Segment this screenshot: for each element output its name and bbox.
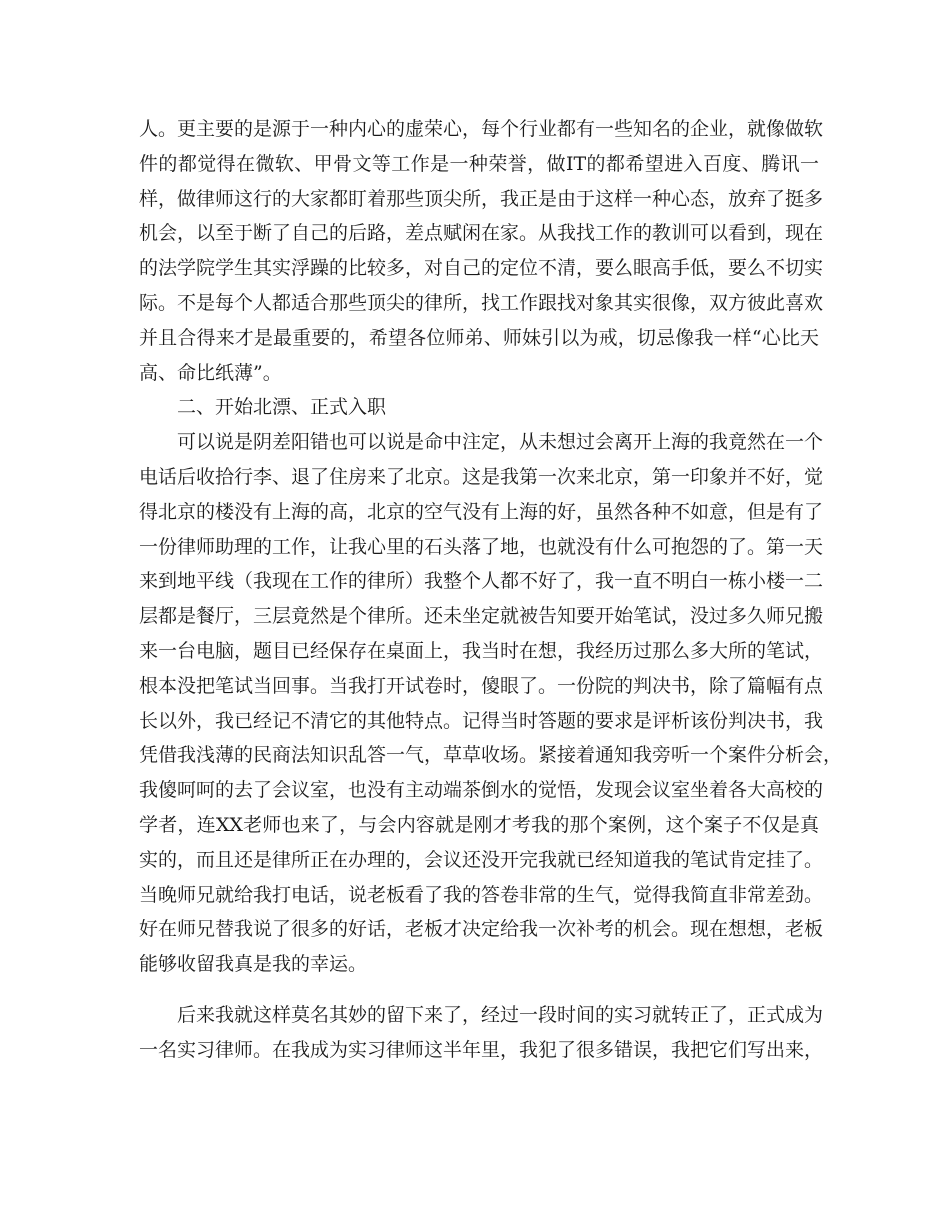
text-line: 学者，连XX老师也来了，与会内容就是刚才考我的那个案例，这个案子不仅是真 xyxy=(139,813,819,836)
text-line: 来到地平线（我现在工作的律所）我整个人都不好了，我一直不明白一栋小楼一二 xyxy=(139,570,824,593)
text-line: 后来我就这样莫名其妙的留下来了，经过一段时间的实习就转正了，正式成为 xyxy=(177,1003,824,1026)
text-line: 一份律师助理的工作，让我心里的石头落了地，也就没有什么可抱怨的了。第一天 xyxy=(139,535,824,558)
text-line: 当晚师兄就给我打电话，说老板看了我的答卷非常的生气，觉得我简直非常差劲。 xyxy=(139,883,824,906)
paragraph-3 xyxy=(139,998,824,1068)
document-body xyxy=(139,112,843,1068)
text-line: 件的都觉得在微软、甲骨文等工作是一种荣誉，做IT的都希望进入百度、腾讯一 xyxy=(139,152,819,175)
text-line: 可以说是阴差阳错也可以说是命中注定，从未想过会离开上海的我竟然在一个 xyxy=(177,431,824,454)
text-line: 样，做律师这行的大家都盯着那些顶尖所，我正是由于这样一种心态，放弃了挺多 xyxy=(139,187,824,210)
text-line: 实的，而且还是律所正在办理的，会议还没开完我就已经知道我的笔试肯定挂了。 xyxy=(139,848,824,871)
text-line: 机会，以至于断了自己的后路，差点赋闲在家。从我找工作的教训可以看到，现在 xyxy=(139,222,824,245)
text-line: 得北京的楼没有上海的高，北京的空气没有上海的好，虽然各种不如意，但是有了 xyxy=(139,500,824,523)
text-line: 高、命比纸薄”。 xyxy=(139,361,282,384)
text-line: 一名实习律师。在我成为实习律师这半年里，我犯了很多错误，我把它们写出来， xyxy=(139,1038,824,1061)
paragraph-1 xyxy=(139,112,824,390)
text-line: 电话后收拾行李、退了住房来了北京。这是我第一次来北京，第一印象并不好，觉 xyxy=(139,465,824,488)
paragraph-2 xyxy=(139,425,843,982)
text-line: 能够收留我真是我的幸运。 xyxy=(139,953,368,976)
text-line: 好在师兄替我说了很多的好话，老板才决定给我一次补考的机会。现在想想，老板 xyxy=(139,918,824,941)
text-line: 来一台电脑，题目已经保存在桌面上，我当时在想，我经历过那么多大所的笔试， xyxy=(139,639,824,662)
text-line: 长以外，我已经记不清它的其他特点。记得当时答题的要求是评析该份判决书，我 xyxy=(139,709,824,732)
text-line: 并且合得来才是最重要的，希望各位师弟、师妹引以为戒，切忌像我一样“心比天 xyxy=(139,326,819,349)
section-heading: 二、开始北漂、正式入职 xyxy=(177,396,387,419)
text-line: 根本没把笔试当回事。当我打开试卷时，傻眼了。一份院的判决书，除了篇幅有点 xyxy=(139,674,824,697)
text-line: 层都是餐厅，三层竟然是个律所。还未坐定就被告知要开始笔试，没过多久师兄搬 xyxy=(139,605,824,628)
text-line: 凭借我浅薄的民商法知识乱答一气，草草收场。紧接着通知我旁听一个案件分析会， xyxy=(139,744,843,767)
text-line: 我傻呵呵的去了会议室，也没有主动端茶倒水的觉悟，发现会议室坐着各大高校的 xyxy=(139,779,824,802)
text-line: 的法学院学生其实浮躁的比较多，对自己的定位不清，要么眼高手低，要么不切实 xyxy=(139,257,824,280)
text-line: 际。不是每个人都适合那些顶尖的律所，找工作跟找对象其实很像，双方彼此喜欢 xyxy=(139,291,824,314)
paragraph-spacer xyxy=(139,982,819,998)
text-line: 人。更主要的是源于一种内心的虚荣心，每个行业都有一些知名的企业，就像做软 xyxy=(139,118,824,140)
